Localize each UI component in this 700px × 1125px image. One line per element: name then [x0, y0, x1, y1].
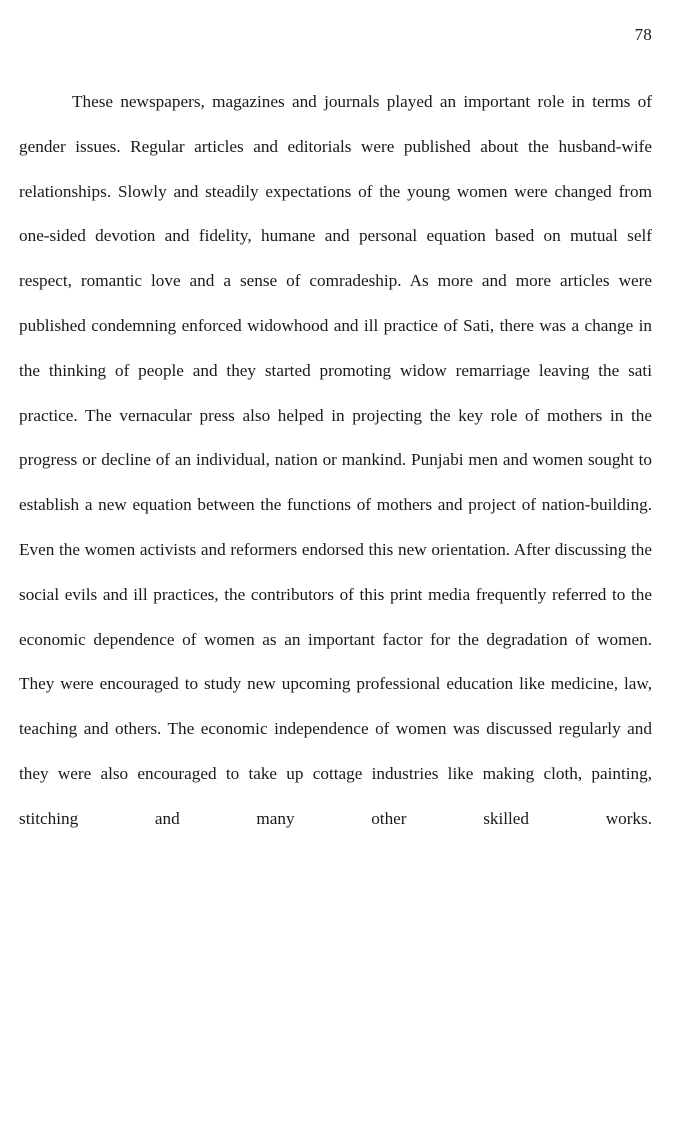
page-number: 78 [634, 25, 652, 44]
body-text-block [19, 80, 652, 886]
body-paragraph: These newspapers, magazines and journals played an important role in terms of gender issues. Regular articles and editorials were published about the husband-wife relationships. Slowly and steadily expectations of the young women were changed from one-sided devotion and fidelity, humane and personal equation based on mutual self respect, romantic love and a sense of comradeship. As more and more articles were published condemning enforced widowhood and ill practice of Sati, there was a change in the thinking of people and they started promoting widow remarriage leaving the sati practice. The vernacular press also helped in projecting the key role of mothers in the progress or decline of an individual, nation or mankind. Punjabi men and women sought to establish a new equation between the functions of mothers and project of nation-building. Even the women activists and reformers endorsed this new orientation. After discussing the social evils and ill practices, the contributors of this print media frequently referred to the economic dependence of women as an important factor for the degradation of women. They were encouraged to study new upcoming professional education like medicine, law, teaching and others. The economic independence of women was discussed regularly and they were also encouraged to take up cottage industries like making cloth, painting, stitching and many other skilled works. [19, 92, 652, 828]
